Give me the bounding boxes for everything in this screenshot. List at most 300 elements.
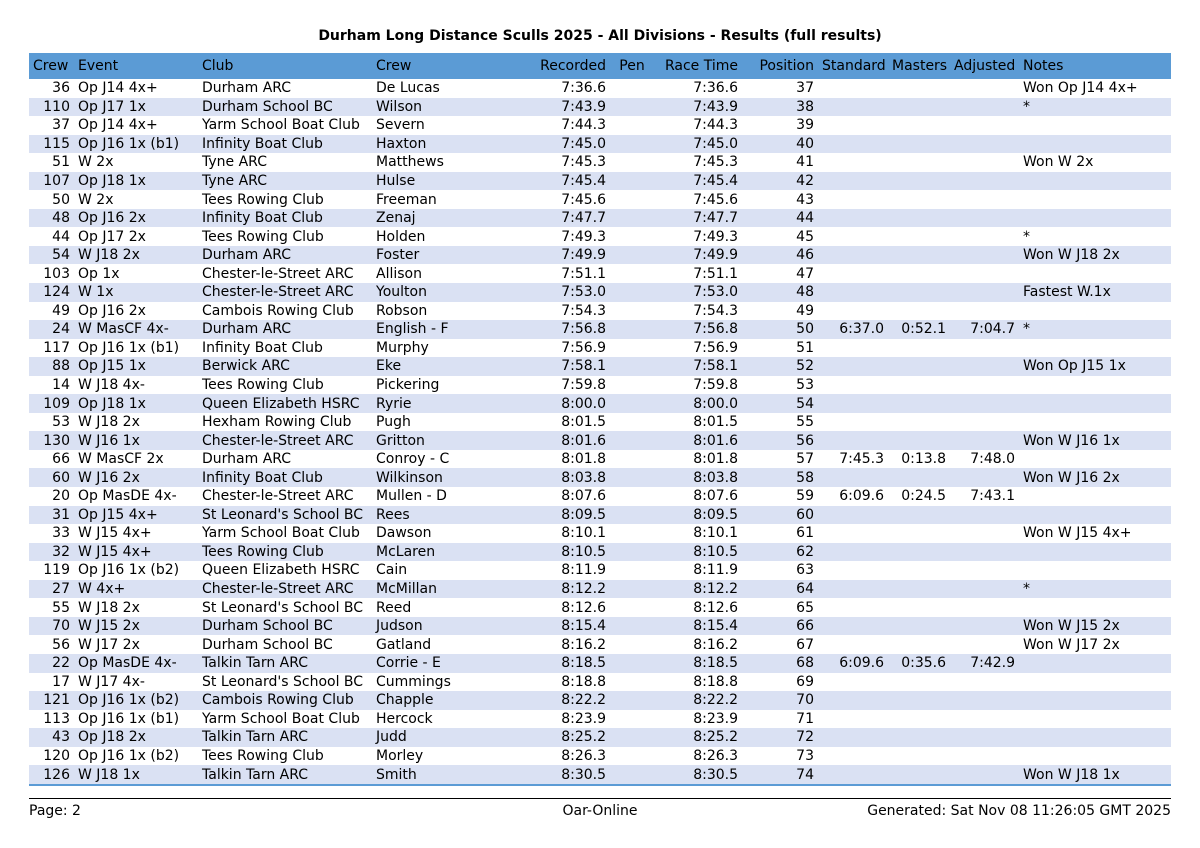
cell-race-time: 8:09.5 [654,506,742,525]
table-row [29,98,1171,117]
cell-crew-name: Matthews [372,153,490,172]
cell-adjusted [950,598,1019,617]
cell-position: 74 [742,765,818,785]
cell-club: Yarm School Boat Club [198,116,372,135]
cell-race-time: 8:10.5 [654,543,742,562]
table-row [29,561,1171,580]
cell-pen [610,468,654,487]
cell-crew: 48 [29,209,74,228]
cell-crew-name: Cain [372,561,490,580]
cell-recorded: 7:49.3 [490,227,610,246]
col-header-adjusted[interactable]: Adjusted [950,53,1019,79]
cell-notes [1019,691,1171,710]
cell-position: 72 [742,728,818,747]
cell-position: 55 [742,413,818,432]
cell-adjusted [950,431,1019,450]
cell-race-time: 8:23.9 [654,710,742,729]
cell-pen [610,598,654,617]
cell-standard [818,617,888,636]
cell-notes [1019,487,1171,506]
cell-recorded: 8:25.2 [490,728,610,747]
cell-notes [1019,747,1171,766]
cell-recorded: 8:18.8 [490,673,610,692]
cell-crew-name: Hercock [372,710,490,729]
table-row [29,413,1171,432]
cell-masters [888,543,950,562]
cell-pen [610,765,654,785]
cell-club: Infinity Boat Club [198,209,372,228]
cell-crew-name: Pugh [372,413,490,432]
cell-masters [888,506,950,525]
col-header-standard[interactable]: Standard [818,53,888,79]
cell-crew-name: Eke [372,357,490,376]
cell-notes: Won W J18 2x [1019,246,1171,265]
cell-crew: 107 [29,172,74,191]
cell-crew-name: Chapple [372,691,490,710]
cell-adjusted [950,580,1019,599]
cell-position: 44 [742,209,818,228]
cell-adjusted [950,98,1019,117]
cell-position: 50 [742,320,818,339]
cell-crew-name: English - F [372,320,490,339]
cell-crew: 32 [29,543,74,562]
cell-adjusted [950,376,1019,395]
table-row [29,116,1171,135]
table-row [29,339,1171,358]
cell-crew: 117 [29,339,74,358]
cell-club: Tyne ARC [198,172,372,191]
cell-position: 45 [742,227,818,246]
cell-notes: * [1019,580,1171,599]
cell-crew-name: Pickering [372,376,490,395]
cell-masters [888,747,950,766]
table-row [29,506,1171,525]
cell-race-time: 8:00.0 [654,394,742,413]
cell-standard [818,728,888,747]
cell-adjusted [950,673,1019,692]
cell-event: W MasCF 4x- [74,320,198,339]
cell-club: Infinity Boat Club [198,339,372,358]
cell-recorded: 8:01.5 [490,413,610,432]
cell-club: Hexham Rowing Club [198,413,372,432]
col-header-club[interactable]: Club [198,53,372,79]
cell-event: Op J15 4x+ [74,506,198,525]
cell-event: Op J15 1x [74,357,198,376]
cell-club: Durham ARC [198,450,372,469]
cell-notes [1019,728,1171,747]
cell-notes [1019,302,1171,321]
table-row [29,135,1171,154]
col-header-crew[interactable]: Crew [29,53,74,79]
col-header-pen[interactable]: Pen [610,53,654,79]
cell-club: Cambois Rowing Club [198,302,372,321]
cell-club: Yarm School Boat Club [198,524,372,543]
cell-race-time: 8:12.6 [654,598,742,617]
results-table [29,53,1171,786]
cell-adjusted [950,765,1019,785]
cell-pen [610,524,654,543]
cell-recorded: 7:47.7 [490,209,610,228]
cell-race-time: 8:01.5 [654,413,742,432]
cell-race-time: 7:36.6 [654,79,742,98]
cell-event: W J15 4x+ [74,543,198,562]
cell-pen [610,654,654,673]
cell-adjusted [950,524,1019,543]
cell-standard [818,172,888,191]
col-header-event[interactable]: Event [74,53,198,79]
cell-race-time: 8:16.2 [654,635,742,654]
cell-crew-name: Allison [372,264,490,283]
cell-masters [888,673,950,692]
cell-crew-name: Youlton [372,283,490,302]
cell-club: Yarm School Boat Club [198,710,372,729]
cell-event: Op J16 2x [74,302,198,321]
cell-pen [610,728,654,747]
cell-standard [818,561,888,580]
cell-crew: 121 [29,691,74,710]
table-row [29,172,1171,191]
cell-position: 39 [742,116,818,135]
cell-club: Chester-le-Street ARC [198,580,372,599]
cell-position: 59 [742,487,818,506]
cell-event: W J15 2x [74,617,198,636]
cell-race-time: 7:59.8 [654,376,742,395]
cell-crew-name: Cummings [372,673,490,692]
cell-club: Queen Elizabeth HSRC [198,561,372,580]
table-row [29,153,1171,172]
cell-race-time: 8:26.3 [654,747,742,766]
cell-standard: 6:09.6 [818,654,888,673]
cell-recorded: 7:53.0 [490,283,610,302]
cell-adjusted [950,79,1019,98]
cell-standard [818,116,888,135]
cell-masters [888,79,950,98]
table-row [29,394,1171,413]
cell-crew-name: De Lucas [372,79,490,98]
cell-position: 70 [742,691,818,710]
cell-masters [888,172,950,191]
cell-standard [818,135,888,154]
cell-recorded: 7:44.3 [490,116,610,135]
cell-masters [888,264,950,283]
page-number: Page: 2 [29,803,81,819]
cell-pen [610,376,654,395]
cell-notes [1019,376,1171,395]
cell-masters [888,135,950,154]
cell-crew: 55 [29,598,74,617]
cell-recorded: 8:12.6 [490,598,610,617]
cell-masters [888,635,950,654]
table-row [29,728,1171,747]
cell-adjusted [950,710,1019,729]
cell-notes: * [1019,98,1171,117]
cell-crew: 124 [29,283,74,302]
cell-adjusted [950,468,1019,487]
cell-event: Op J16 1x (b2) [74,747,198,766]
header-row [29,53,1171,79]
cell-event: Op J18 1x [74,394,198,413]
cell-adjusted [950,506,1019,525]
cell-notes [1019,598,1171,617]
cell-race-time: 7:45.3 [654,153,742,172]
col-header-recorded[interactable]: Recorded [490,53,610,79]
cell-event: W 2x [74,190,198,209]
cell-club: Tees Rowing Club [198,747,372,766]
cell-adjusted [950,153,1019,172]
cell-race-time: 8:22.2 [654,691,742,710]
cell-adjusted [950,227,1019,246]
cell-position: 73 [742,747,818,766]
cell-event: Op J18 1x [74,172,198,191]
cell-pen [610,431,654,450]
cell-notes: * [1019,320,1171,339]
cell-crew: 51 [29,153,74,172]
cell-crew-name: Reed [372,598,490,617]
cell-standard [818,190,888,209]
cell-race-time: 7:44.3 [654,116,742,135]
cell-adjusted [950,617,1019,636]
cell-event: W J18 2x [74,246,198,265]
cell-adjusted [950,561,1019,580]
cell-crew-name: Gatland [372,635,490,654]
cell-recorded: 7:49.9 [490,246,610,265]
cell-crew-name: Murphy [372,339,490,358]
cell-masters [888,598,950,617]
cell-crew: 120 [29,747,74,766]
cell-notes [1019,209,1171,228]
cell-adjusted [950,302,1019,321]
cell-event: Op J16 2x [74,209,198,228]
cell-race-time: 8:11.9 [654,561,742,580]
cell-position: 41 [742,153,818,172]
cell-recorded: 8:18.5 [490,654,610,673]
cell-crew: 37 [29,116,74,135]
cell-crew: 103 [29,264,74,283]
cell-recorded: 8:03.8 [490,468,610,487]
cell-adjusted: 7:04.7 [950,320,1019,339]
cell-adjusted [950,635,1019,654]
cell-crew: 36 [29,79,74,98]
table-row [29,524,1171,543]
cell-notes: Won W J15 2x [1019,617,1171,636]
cell-recorded: 8:15.4 [490,617,610,636]
cell-pen [610,79,654,98]
cell-standard [818,598,888,617]
cell-notes [1019,673,1171,692]
cell-position: 51 [742,339,818,358]
cell-adjusted [950,691,1019,710]
footer-divider [29,798,1171,799]
cell-notes [1019,450,1171,469]
col-header-race-time[interactable]: Race Time [654,53,742,79]
cell-crew-name: Severn [372,116,490,135]
cell-notes [1019,561,1171,580]
cell-crew-name: Ryrie [372,394,490,413]
cell-event: W J17 4x- [74,673,198,692]
cell-adjusted [950,339,1019,358]
cell-standard [818,302,888,321]
cell-masters [888,116,950,135]
cell-crew-name: Rees [372,506,490,525]
cell-club: Chester-le-Street ARC [198,264,372,283]
cell-recorded: 7:51.1 [490,264,610,283]
table-row [29,209,1171,228]
cell-adjusted [950,172,1019,191]
cell-club: Tees Rowing Club [198,190,372,209]
cell-pen [610,487,654,506]
cell-position: 49 [742,302,818,321]
cell-standard [818,209,888,228]
cell-standard [818,339,888,358]
cell-notes [1019,264,1171,283]
cell-recorded: 8:16.2 [490,635,610,654]
cell-race-time: 7:54.3 [654,302,742,321]
cell-pen [610,302,654,321]
table-row [29,747,1171,766]
cell-crew: 60 [29,468,74,487]
cell-pen [610,320,654,339]
cell-pen [610,153,654,172]
cell-crew: 109 [29,394,74,413]
cell-recorded: 7:56.8 [490,320,610,339]
cell-crew: 49 [29,302,74,321]
cell-masters: 0:35.6 [888,654,950,673]
cell-crew: 54 [29,246,74,265]
cell-pen [610,673,654,692]
cell-race-time: 8:30.5 [654,765,742,785]
cell-masters [888,190,950,209]
cell-race-time: 8:25.2 [654,728,742,747]
cell-notes: Won W J16 1x [1019,431,1171,450]
cell-recorded: 7:45.4 [490,172,610,191]
table-row [29,487,1171,506]
cell-race-time: 7:49.3 [654,227,742,246]
cell-notes: Won Op J14 4x+ [1019,79,1171,98]
cell-club: Durham ARC [198,79,372,98]
cell-event: Op MasDE 4x- [74,654,198,673]
cell-adjusted [950,394,1019,413]
cell-club: Infinity Boat Club [198,468,372,487]
cell-position: 61 [742,524,818,543]
cell-adjusted: 7:43.1 [950,487,1019,506]
cell-position: 48 [742,283,818,302]
cell-crew: 110 [29,98,74,117]
col-header-crew-name[interactable]: Crew [372,53,490,79]
cell-adjusted: 7:42.9 [950,654,1019,673]
cell-recorded: 8:12.2 [490,580,610,599]
cell-masters [888,209,950,228]
cell-crew: 20 [29,487,74,506]
cell-notes [1019,116,1171,135]
cell-pen [610,246,654,265]
cell-recorded: 7:56.9 [490,339,610,358]
cell-standard [818,673,888,692]
cell-crew: 44 [29,227,74,246]
cell-pen [610,561,654,580]
cell-recorded: 7:54.3 [490,302,610,321]
cell-club: Tees Rowing Club [198,227,372,246]
table-row [29,691,1171,710]
table-row [29,654,1171,673]
cell-masters [888,710,950,729]
cell-adjusted [950,264,1019,283]
cell-crew-name: Corrie - E [372,654,490,673]
cell-pen [610,209,654,228]
cell-club: Tyne ARC [198,153,372,172]
cell-position: 47 [742,264,818,283]
cell-crew-name: Conroy - C [372,450,490,469]
cell-position: 62 [742,543,818,562]
cell-notes [1019,710,1171,729]
cell-notes: Won W J17 2x [1019,635,1171,654]
cell-position: 56 [742,431,818,450]
cell-masters [888,765,950,785]
cell-standard [818,153,888,172]
cell-event: W 1x [74,283,198,302]
cell-race-time: 8:01.6 [654,431,742,450]
cell-standard [818,468,888,487]
cell-pen [610,580,654,599]
cell-standard [818,691,888,710]
cell-event: Op J16 1x (b2) [74,561,198,580]
cell-club: Chester-le-Street ARC [198,487,372,506]
cell-crew-name: Freeman [372,190,490,209]
table-row [29,246,1171,265]
cell-club: Chester-le-Street ARC [198,431,372,450]
cell-crew: 24 [29,320,74,339]
cell-standard [818,506,888,525]
cell-pen [610,617,654,636]
cell-notes [1019,394,1171,413]
cell-recorded: 8:01.8 [490,450,610,469]
cell-position: 68 [742,654,818,673]
cell-recorded: 8:22.2 [490,691,610,710]
cell-notes [1019,190,1171,209]
cell-recorded: 7:45.3 [490,153,610,172]
cell-crew-name: Wilson [372,98,490,117]
cell-position: 58 [742,468,818,487]
cell-race-time: 7:45.6 [654,190,742,209]
cell-masters [888,357,950,376]
cell-race-time: 7:43.9 [654,98,742,117]
cell-adjusted [950,209,1019,228]
cell-club: St Leonard's School BC [198,506,372,525]
cell-standard [818,765,888,785]
col-header-position[interactable]: Position [742,53,818,79]
cell-pen [610,506,654,525]
cell-crew: 70 [29,617,74,636]
cell-club: Cambois Rowing Club [198,691,372,710]
cell-crew-name: Judd [372,728,490,747]
cell-event: W J17 2x [74,635,198,654]
cell-recorded: 8:09.5 [490,506,610,525]
cell-notes [1019,339,1171,358]
cell-masters [888,339,950,358]
table-row [29,635,1171,654]
cell-pen [610,283,654,302]
table-row [29,765,1171,785]
col-header-masters[interactable]: Masters [888,53,950,79]
cell-race-time: 7:53.0 [654,283,742,302]
col-header-notes[interactable]: Notes [1019,53,1171,79]
cell-position: 52 [742,357,818,376]
cell-position: 38 [742,98,818,117]
cell-adjusted [950,747,1019,766]
table-row [29,302,1171,321]
cell-standard: 6:37.0 [818,320,888,339]
table-row [29,468,1171,487]
page-title: Durham Long Distance Sculls 2025 - All Divisions - Results (full results) [318,28,882,44]
